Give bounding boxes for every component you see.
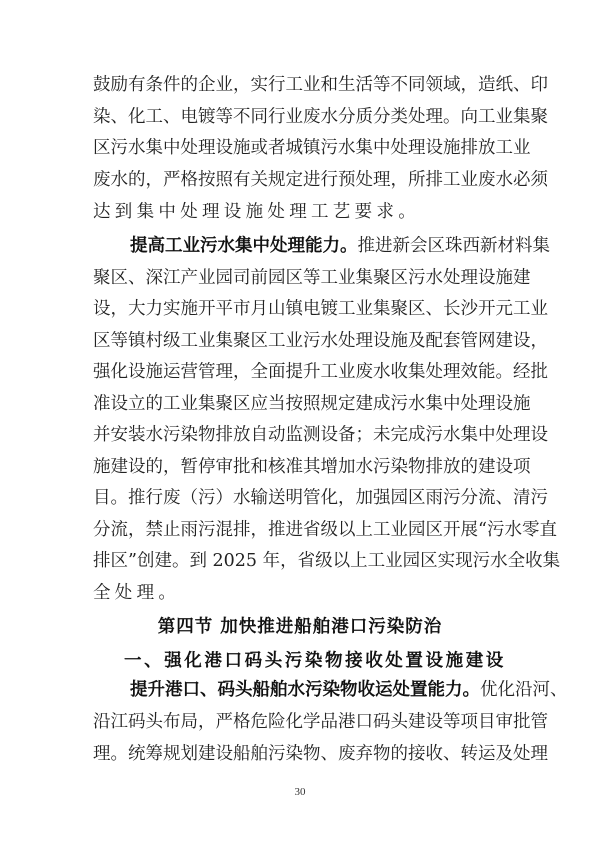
text-line: 沿江码头布局，严格危险化学品港口码头建设等项目审批管 (93, 712, 548, 732)
text-line: 设，大力实施开平市月山镇电镀工业集聚区、长沙开元工业 (93, 299, 548, 319)
text-line: 施建设的，暂停审批和核准其增加水污染物排放的建设项 (93, 457, 531, 477)
page-number: 30 (294, 786, 306, 798)
text-line: 区等镇村级工业集聚区工业污水处理设施及配套管网建设， (93, 331, 548, 351)
text-line: 全处理。 (93, 583, 181, 603)
text-line: 目。推行废（污）水输送明管化，加强园区雨污分流、清污 (93, 488, 548, 508)
text-line: 聚区、深江产业园司前园区等工业集聚区污水处理设施建 (93, 268, 531, 288)
text-line: 染、化工、电镀等不同行业废水分质分类处理。向工业集聚 (93, 107, 548, 127)
text-line: 区污水集中处理设施或者城镇污水集中处理设施排放工业 (93, 138, 531, 158)
text-line: 强化设施运营管理，全面提升工业废水收集处理效能。经批 (93, 362, 548, 382)
text-line: 鼓励有条件的企业，实行工业和生活等不同领域，造纸、印 (93, 75, 548, 95)
bold-lead: 提高工业污水集中处理能力。 (130, 236, 358, 256)
text-line: 并安装水污染物排放自动监测设备；未完成污水集中处理设 (93, 425, 548, 445)
bold-lead: 提升港口、码头船舶水污染物收运处置能力。 (130, 680, 480, 700)
text-line: 分流，禁止雨污混排，推进省级以上工业园区开展“污水零直 (93, 520, 557, 540)
text-line: 理。统筹规划建设船舶污染物、废弃物的接收、转运及处理 (93, 744, 548, 764)
text-line: 准设立的工业集聚区应当按照规定建成污水集中处理设施 (93, 394, 531, 414)
text-run: 推进新会区珠西新材料集 (357, 236, 550, 256)
text-line: 废水的，严格按照有关规定进行预处理，所排工业废水必须 (93, 170, 548, 190)
text-line: 排区”创建。到 2025 年，省级以上工业园区实现污水全收集 (93, 551, 561, 571)
text-line (130, 235, 550, 257)
subsection-heading: 一、强化港口码头污染物接收处置设施建设 (124, 651, 506, 671)
text-run: 优化沿河、 (480, 680, 568, 700)
text-line (130, 679, 568, 701)
text-line: 达到集中处理设施处理工艺要求。 (93, 202, 420, 222)
section-heading: 第四节 加快推进船舶港口污染防治 (157, 617, 443, 637)
